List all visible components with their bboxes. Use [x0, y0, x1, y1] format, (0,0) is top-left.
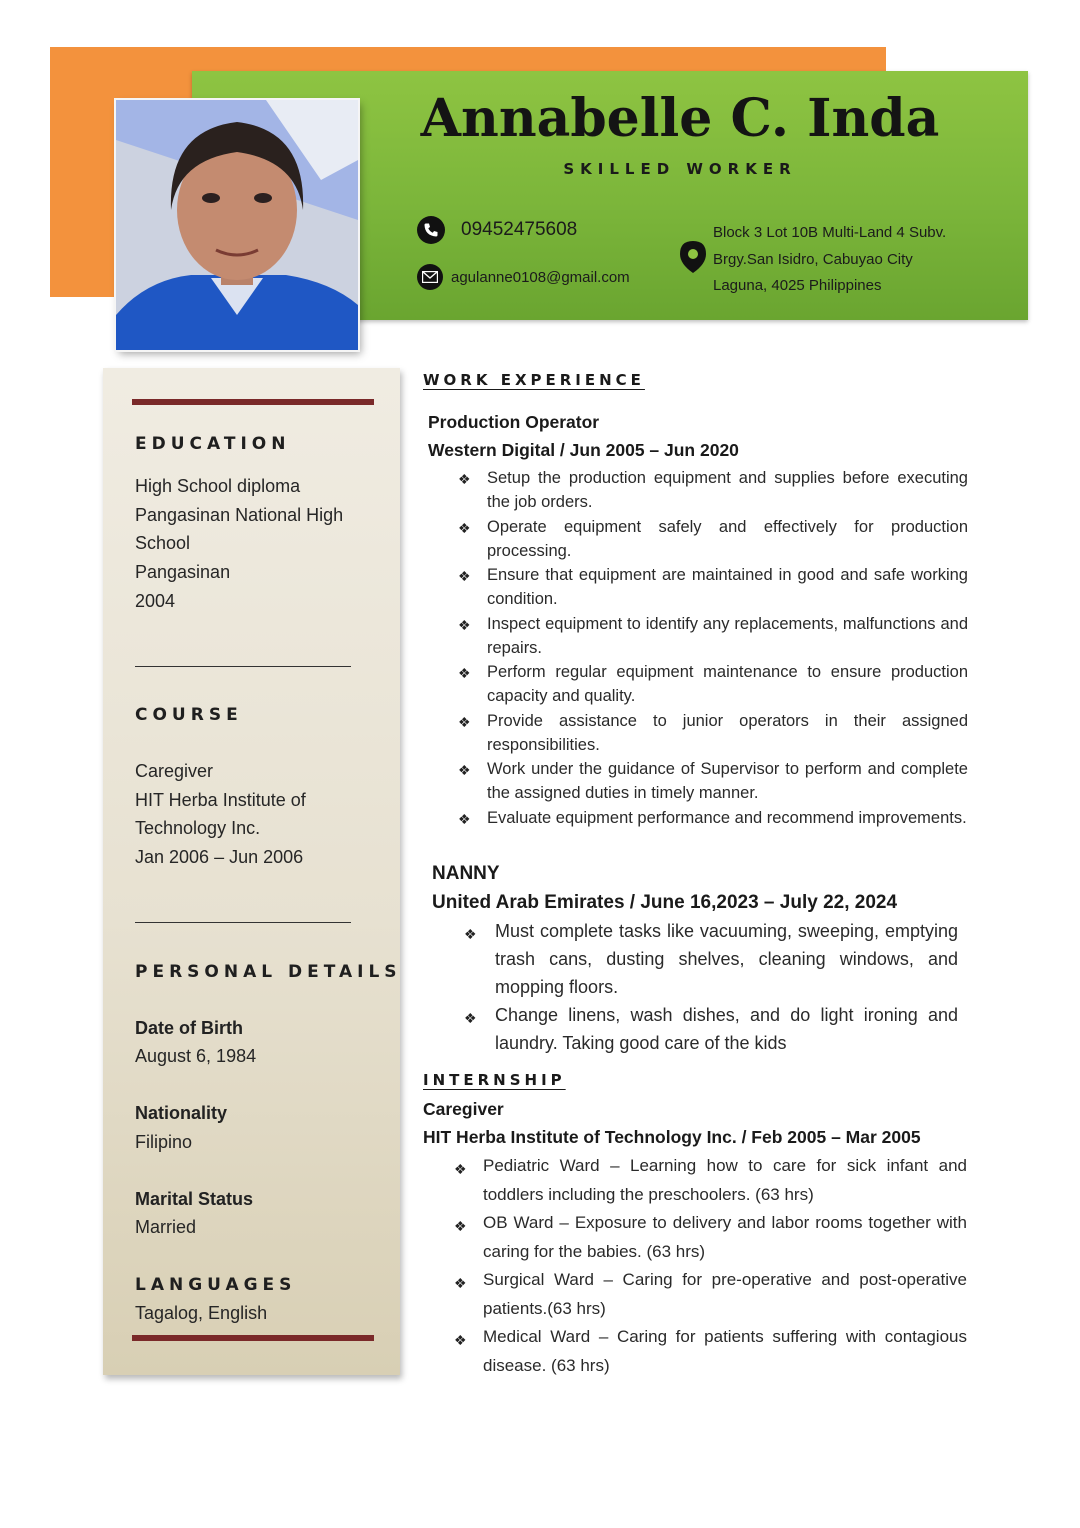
list-item: ❖ Operate equipment safely and effectively for production processing. — [458, 515, 968, 563]
internship-title: Caregiver — [423, 1099, 504, 1119]
address-line: Laguna, 4025 Philippines — [713, 277, 882, 294]
education-line: School — [135, 533, 191, 554]
sidebar-bottom-bar — [132, 1335, 374, 1341]
address-line: Brgy.San Isidro, Cabuyao City — [713, 250, 913, 268]
candidate-name: Annabelle C. Inda — [420, 88, 940, 149]
course-line: Technology Inc. — [135, 818, 261, 839]
list-item: ❖ OB Ward – Exposure to delivery and labor rooms together with caring for the babies. (63 hrs) — [454, 1209, 967, 1266]
list-item: ❖ Must complete tasks like vacuuming, sweeping, emptying trash cans, dusting shelves, cleaning windows, and mopping floors. — [464, 917, 958, 1001]
divider — [135, 922, 351, 923]
profile-photo — [116, 100, 358, 350]
languages-value: Tagalog, English — [135, 1303, 268, 1323]
work-experience-heading: WORK EXPERIENCE — [423, 371, 645, 389]
course-line: Jan 2006 – Jun 2006 — [135, 847, 304, 868]
education-details — [135, 472, 343, 616]
course-heading: COURSE — [135, 705, 243, 725]
education-line: High School diploma — [135, 476, 301, 496]
list-item: ❖ Work under the guidance of Supervisor to perform and complete the assigned duties in timely manner. — [458, 757, 968, 805]
email-address: agulanne0108@gmail.com — [451, 268, 630, 286]
list-item: ❖ Surgical Ward – Caring for pre-operative and post-operative patients.(63 hrs) — [454, 1266, 967, 1323]
mail-icon — [417, 264, 443, 290]
course-details — [135, 757, 306, 872]
list-item: ❖ Medical Ward – Caring for patients suffering with contagious disease. (63 hrs) — [454, 1323, 967, 1380]
list-item: ❖ Evaluate equipment performance and recommend improvements. — [458, 806, 968, 830]
education-line: Pangasinan — [135, 562, 231, 583]
marital-status-label: Marital Status — [135, 1189, 254, 1209]
list-item: ❖ Setup the production equipment and supplies before executing the job orders. — [458, 466, 968, 514]
list-item: ❖ Pediatric Ward – Learning how to care for sick infant and toddlers including the preschoolers. (63 hrs) — [454, 1152, 967, 1209]
email-row — [417, 264, 630, 290]
phone-number: 09452475608 — [461, 219, 578, 240]
internship-duties-list — [454, 1152, 967, 1380]
job-employer-dates: United Arab Emirates / June 16,2023 – July 22, 2024 — [432, 892, 898, 913]
job-title: Production Operator — [428, 412, 600, 432]
address-line: Block 3 Lot 10B Multi-Land 4 Subv. — [713, 224, 947, 241]
dob-value: August 6, 1984 — [135, 1046, 257, 1066]
course-line: Caregiver — [135, 761, 214, 781]
job-title: NANNY — [432, 863, 500, 884]
divider — [135, 666, 351, 667]
dob-label: Date of Birth — [135, 1018, 243, 1038]
address — [713, 220, 946, 300]
internship-institution-dates: HIT Herba Institute of Technology Inc. / Feb 2005 – Mar 2005 — [423, 1127, 921, 1147]
marital-status-value: Married — [135, 1217, 197, 1237]
list-item: ❖ Change linens, wash dishes, and do light ironing and laundry. Taking good care of the kids — [464, 1001, 958, 1057]
list-item: ❖ Perform regular equipment maintenance to ensure production capacity and quality. — [458, 660, 968, 708]
nationality-value: Filipino — [135, 1132, 193, 1152]
list-item: ❖ Provide assistance to junior operators in their assigned responsibilities. — [458, 709, 968, 757]
list-item: ❖ Inspect equipment to identify any replacements, malfunctions and repairs. — [458, 612, 968, 660]
list-item: ❖ Ensure that equipment are maintained in good and safe working condition. — [458, 563, 968, 611]
job-employer-dates: Western Digital / Jun 2005 – Jun 2020 — [428, 440, 739, 460]
job-duties-list — [464, 917, 958, 1057]
education-heading: EDUCATION — [135, 434, 291, 454]
phone-icon — [417, 216, 445, 244]
location-pin-icon — [677, 240, 709, 278]
job-duties-list — [458, 466, 968, 830]
sidebar-top-bar — [132, 399, 374, 405]
internship-heading: INTERNSHIP — [423, 1071, 566, 1089]
education-line: Pangasinan National High — [135, 504, 344, 525]
candidate-title: SKILLED WORKER — [563, 160, 797, 178]
nationality-label: Nationality — [135, 1103, 228, 1123]
course-line: HIT Herba Institute of — [135, 789, 306, 810]
languages-heading: LANGUAGES — [135, 1275, 297, 1295]
personal-details-heading: PERSONAL DETAILS — [135, 962, 402, 982]
phone-row — [417, 216, 577, 244]
education-line: 2004 — [135, 590, 176, 611]
